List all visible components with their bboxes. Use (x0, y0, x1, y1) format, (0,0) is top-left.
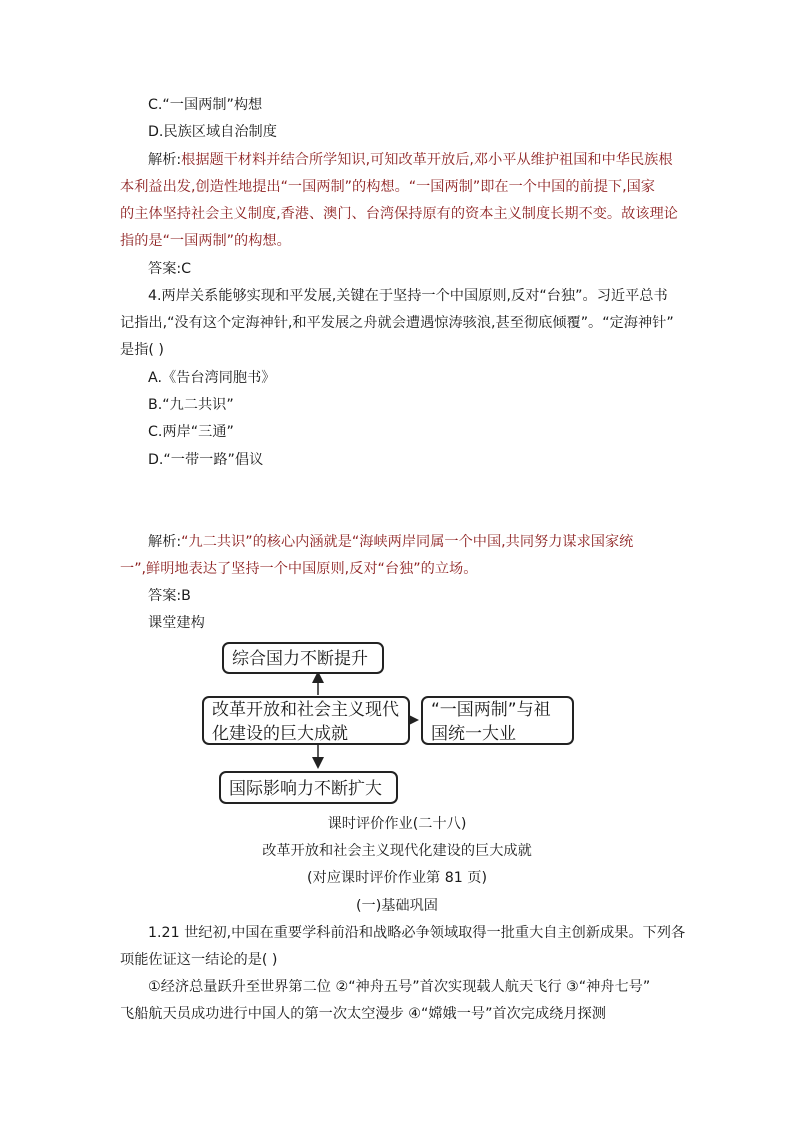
question-stem: 记指出,“没有这个定海神针,和平发展之舟就会遭遇惊涛骇浪,甚至彻底倾覆”。“定海神针” (120, 315, 674, 331)
option-a: A.《告台湾同胞书》 (148, 370, 276, 386)
diagram-right-line: 国统一大业 (431, 724, 516, 744)
question-stem: 1.21 世纪初,中国在重要学科前沿和战略必争领域取得一批重大自主创新成果。下列各 (148, 925, 686, 941)
answer: 答案:B (148, 588, 191, 604)
question-stem: 是指( ) (120, 342, 164, 358)
diagram-center-box (202, 696, 410, 745)
homework-subtitle: 改革开放和社会主义现代化建设的巨大成就 (262, 843, 532, 859)
analysis-line: 的主体坚持社会主义制度,香港、澳门、台湾保持原有的资本主义制度长期不变。故该理论 (120, 206, 678, 222)
diagram-top-label: 综合国力不断提升 (232, 649, 368, 669)
section-title: 课堂建构 (148, 615, 205, 631)
analysis-line: 本利益出发,创造性地提出“一国两制”的构想。“一国两制”即在一个中国的前提下,国家 (120, 179, 655, 195)
question-stem: 项能佐证这一结论的是( ) (120, 952, 278, 968)
option-c: C.两岸“三通” (148, 424, 234, 440)
option-d: D.民族区域自治制度 (148, 124, 277, 140)
diagram-top-box (222, 642, 384, 674)
option-d: D.“一带一路”倡议 (148, 452, 264, 468)
analysis-label: 解析: (148, 152, 182, 168)
analysis-line: 指的是“一国两制”的构想。 (120, 233, 291, 249)
analysis-label: 解析: (148, 534, 182, 550)
analysis-text: 根据题干材料并结合所学知识,可知改革开放后,邓小平从维护祖国和中华民族根 (181, 152, 673, 168)
diagram-right-line: “一国两制”与祖 (431, 700, 551, 720)
homework-section: (一)基础巩固 (355, 898, 438, 914)
option-b: B.“九二共识” (148, 397, 234, 413)
diagram-center-line: 化建设的巨大成就 (212, 724, 348, 744)
diagram-bottom-label: 国际影响力不断扩大 (229, 779, 382, 799)
diagram-center-line: 改革开放和社会主义现代 (212, 700, 399, 720)
analysis-text: “九二共识”的核心内涵就是“海峡两岸同属一个中国,共同努力谋求国家统 (181, 534, 634, 550)
homework-title: 课时评价作业(二十八) (327, 816, 467, 832)
question-stem: 飞船航天员成功进行中国人的第一次太空漫步 ④“嫦娥一号”首次完成绕月探测 (120, 1006, 606, 1022)
option-c: C.“一国两制”构想 (148, 97, 263, 113)
diagram-right-box (421, 696, 574, 745)
question-stem: ①经济总量跃升至世界第二位 ②“神舟五号”首次实现载人航天飞行 ③“神舟七号” (148, 979, 651, 995)
diagram-bottom-box (219, 771, 398, 804)
analysis-line: 一”,鲜明地表达了坚持一个中国原则,反对“台独”的立场。 (120, 561, 478, 577)
question-stem: 4.两岸关系能够实现和平发展,关键在于坚持一个中国原则,反对“台独”。习近平总书 (148, 288, 668, 304)
homework-note: (对应课时评价作业第 81 页) (306, 870, 488, 886)
answer: 答案:C (148, 261, 192, 277)
